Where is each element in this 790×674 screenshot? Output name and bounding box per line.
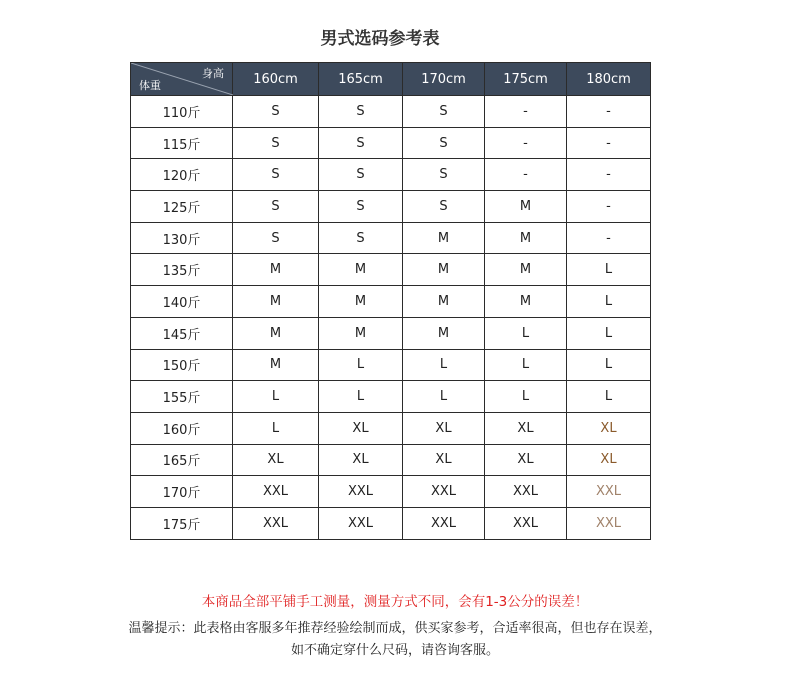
height-header: 180cm (567, 63, 651, 96)
weight-cell: 170斤 (131, 476, 233, 508)
size-cell: S (403, 191, 485, 223)
size-cell: XL (319, 444, 403, 476)
size-cell: M (233, 286, 319, 318)
size-cell: S (233, 127, 319, 159)
size-chart-body (131, 96, 651, 540)
size-cell: XXL (403, 507, 485, 539)
size-cell: XL (403, 412, 485, 444)
size-cell: M (485, 286, 567, 318)
size-cell: - (567, 222, 651, 254)
size-cell: M (403, 317, 485, 349)
size-cell: M (485, 222, 567, 254)
size-cell: M (233, 317, 319, 349)
size-cell: S (319, 191, 403, 223)
size-cell: L (567, 381, 651, 413)
table-row (131, 222, 651, 254)
size-cell: XL (567, 412, 651, 444)
size-cell: - (567, 96, 651, 128)
size-cell: XXL (567, 476, 651, 508)
size-cell: - (485, 127, 567, 159)
size-cell: L (233, 381, 319, 413)
size-chart-table (130, 62, 651, 540)
size-cell: S (319, 222, 403, 254)
size-cell: M (319, 317, 403, 349)
size-cell: XL (485, 412, 567, 444)
size-cell: L (567, 317, 651, 349)
size-cell: XL (233, 444, 319, 476)
size-cell: S (233, 222, 319, 254)
size-cell: S (403, 96, 485, 128)
size-cell: XL (567, 444, 651, 476)
size-cell: M (233, 254, 319, 286)
weight-cell: 155斤 (131, 381, 233, 413)
weight-cell: 165斤 (131, 444, 233, 476)
size-cell: M (403, 254, 485, 286)
size-cell: S (403, 127, 485, 159)
size-cell: M (403, 286, 485, 318)
table-row (131, 127, 651, 159)
weight-cell: 175斤 (131, 507, 233, 539)
weight-cell: 140斤 (131, 286, 233, 318)
size-cell: XXL (567, 507, 651, 539)
weight-cell: 160斤 (131, 412, 233, 444)
size-cell: XXL (485, 476, 567, 508)
height-header: 175cm (485, 63, 567, 96)
height-header: 170cm (403, 63, 485, 96)
size-cell: XL (485, 444, 567, 476)
table-row (131, 349, 651, 381)
size-cell: L (567, 254, 651, 286)
size-cell: - (485, 159, 567, 191)
table-row (131, 444, 651, 476)
size-cell: M (233, 349, 319, 381)
corner-header-cell (131, 63, 233, 96)
size-cell: - (567, 159, 651, 191)
size-cell: M (403, 222, 485, 254)
size-cell: XXL (319, 507, 403, 539)
size-cell: XL (403, 444, 485, 476)
size-cell: XXL (319, 476, 403, 508)
size-cell: - (485, 96, 567, 128)
table-row (131, 476, 651, 508)
weight-cell: 145斤 (131, 317, 233, 349)
tip-line-1: 温馨提示：此表格由客服多年推荐经验绘制而成，供买家参考，合适率很高，但也存在误差， (128, 621, 662, 636)
size-cell: L (567, 286, 651, 318)
size-cell: M (485, 191, 567, 223)
size-cell: XXL (403, 476, 485, 508)
table-row (131, 381, 651, 413)
size-cell: XXL (233, 476, 319, 508)
size-cell: S (319, 127, 403, 159)
weight-cell: 120斤 (131, 159, 233, 191)
size-cell: S (233, 159, 319, 191)
size-cell: XXL (485, 507, 567, 539)
size-cell: L (485, 317, 567, 349)
size-cell: XL (319, 412, 403, 444)
tip-line-2: 如不确定穿什么尺码，请咨询客服。 (290, 643, 499, 658)
weight-cell: 110斤 (131, 96, 233, 128)
weight-cell: 115斤 (131, 127, 233, 159)
table-row (131, 96, 651, 128)
weight-cell: 125斤 (131, 191, 233, 223)
size-cell: M (319, 254, 403, 286)
table-row (131, 191, 651, 223)
weight-cell: 135斤 (131, 254, 233, 286)
height-header: 165cm (319, 63, 403, 96)
size-cell: - (567, 191, 651, 223)
size-cell: L (319, 381, 403, 413)
size-cell: M (485, 254, 567, 286)
size-cell: L (485, 381, 567, 413)
size-cell: L (233, 412, 319, 444)
table-row (131, 254, 651, 286)
measurement-warning: 本商品全部平铺手工测量，测量方式不同，会有1-3公分的误差！ (201, 594, 589, 610)
height-axis-label: 身高 (202, 67, 224, 80)
size-cell: S (233, 191, 319, 223)
header-row (131, 63, 651, 96)
table-row (131, 286, 651, 318)
size-cell: L (485, 349, 567, 381)
size-cell: S (403, 159, 485, 191)
size-cell: L (403, 381, 485, 413)
size-cell: XXL (233, 507, 319, 539)
table-row (131, 317, 651, 349)
size-cell: L (319, 349, 403, 381)
table-row (131, 507, 651, 539)
size-cell: - (567, 127, 651, 159)
size-cell: M (319, 286, 403, 318)
weight-cell: 150斤 (131, 349, 233, 381)
height-header: 160cm (233, 63, 319, 96)
table-row (131, 159, 651, 191)
size-cell: S (319, 159, 403, 191)
size-cell: L (403, 349, 485, 381)
size-cell: S (319, 96, 403, 128)
size-cell: L (567, 349, 651, 381)
size-cell: S (233, 96, 319, 128)
weight-cell: 130斤 (131, 222, 233, 254)
page-title: 男式选码参考表 (320, 29, 440, 49)
weight-axis-label: 体重 (139, 79, 161, 92)
table-row (131, 412, 651, 444)
